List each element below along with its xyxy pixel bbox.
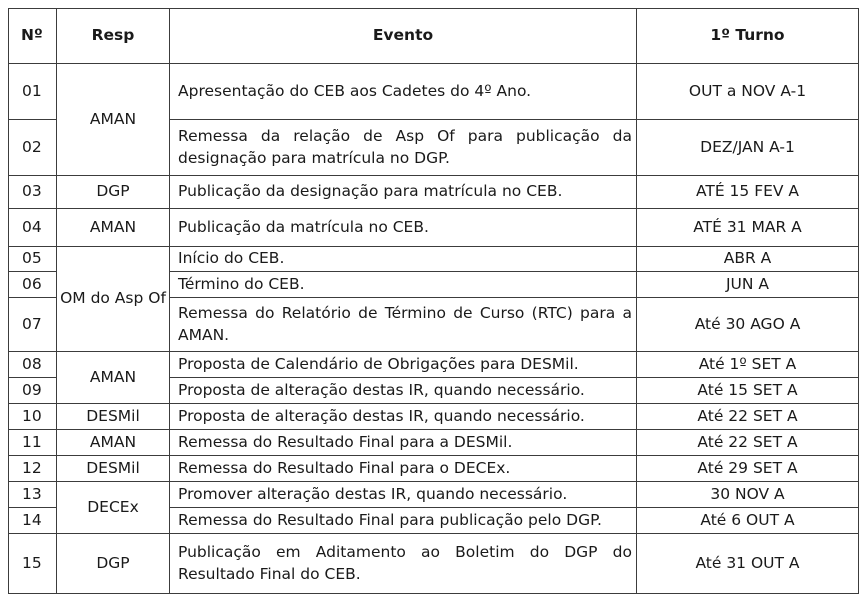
header-row <box>9 9 859 64</box>
row-turno: ABR A <box>637 247 859 272</box>
row-resp: OM do Asp Of <box>57 247 170 352</box>
header-num: Nº <box>9 9 57 64</box>
row-turno: Até 22 SET A <box>637 430 859 456</box>
table-row <box>9 430 859 456</box>
row-resp: DESMil <box>57 456 170 482</box>
row-evento: Publicação da matrícula no CEB. <box>170 209 637 247</box>
row-resp: AMAN <box>57 430 170 456</box>
row-turno: Até 31 OUT A <box>637 534 859 594</box>
row-resp: DGP <box>57 176 170 209</box>
row-evento: Proposta de Calendário de Obrigações para DESMil. <box>170 352 637 378</box>
row-num: 10 <box>9 404 57 430</box>
row-num: 09 <box>9 378 57 404</box>
row-resp: DESMil <box>57 404 170 430</box>
row-evento: Remessa do Resultado Final para publicação pelo DGP. <box>170 508 637 534</box>
table-row <box>9 482 859 508</box>
row-num: 03 <box>9 176 57 209</box>
row-evento: Remessa do Relatório de Término de Curso (RTC) para a AMAN. <box>170 298 637 352</box>
row-turno: OUT a NOV A-1 <box>637 64 859 120</box>
row-evento: Proposta de alteração destas IR, quando necessário. <box>170 404 637 430</box>
row-num: 06 <box>9 272 57 298</box>
row-evento: Apresentação do CEB aos Cadetes do 4º Ano. <box>170 64 637 120</box>
header-turno: 1º Turno <box>637 9 859 64</box>
row-num: 13 <box>9 482 57 508</box>
row-turno: Até 6 OUT A <box>637 508 859 534</box>
table-row <box>9 534 859 594</box>
row-turno: Até 1º SET A <box>637 352 859 378</box>
row-num: 04 <box>9 209 57 247</box>
row-num: 07 <box>9 298 57 352</box>
row-evento: Publicação da designação para matrícula no CEB. <box>170 176 637 209</box>
row-turno: Até 30 AGO A <box>637 298 859 352</box>
row-resp: DGP <box>57 534 170 594</box>
row-evento: Remessa do Resultado Final para a DESMil. <box>170 430 637 456</box>
row-evento: Remessa do Resultado Final para o DECEx. <box>170 456 637 482</box>
row-num: 08 <box>9 352 57 378</box>
row-turno: Até 29 SET A <box>637 456 859 482</box>
row-evento: Término do CEB. <box>170 272 637 298</box>
row-num: 14 <box>9 508 57 534</box>
row-turno: JUN A <box>637 272 859 298</box>
row-evento: Início do CEB. <box>170 247 637 272</box>
row-resp: AMAN <box>57 352 170 404</box>
row-resp: AMAN <box>57 64 170 176</box>
schedule-table <box>8 8 859 594</box>
table-row <box>9 456 859 482</box>
row-turno: Até 22 SET A <box>637 404 859 430</box>
row-resp: DECEx <box>57 482 170 534</box>
row-turno: 30 NOV A <box>637 482 859 508</box>
row-evento: Proposta de alteração destas IR, quando necessário. <box>170 378 637 404</box>
table-row <box>9 64 859 120</box>
row-turno: ATÉ 15 FEV A <box>637 176 859 209</box>
row-num: 02 <box>9 120 57 176</box>
row-num: 11 <box>9 430 57 456</box>
row-evento: Promover alteração destas IR, quando necessário. <box>170 482 637 508</box>
table-row <box>9 352 859 378</box>
row-num: 15 <box>9 534 57 594</box>
header-resp: Resp <box>57 9 170 64</box>
table-row <box>9 176 859 209</box>
row-turno: ATÉ 31 MAR A <box>637 209 859 247</box>
table-row <box>9 209 859 247</box>
row-num: 01 <box>9 64 57 120</box>
row-turno: DEZ/JAN A-1 <box>637 120 859 176</box>
row-num: 12 <box>9 456 57 482</box>
header-evento: Evento <box>170 9 637 64</box>
row-num: 05 <box>9 247 57 272</box>
row-resp: AMAN <box>57 209 170 247</box>
row-turno: Até 15 SET A <box>637 378 859 404</box>
table-row <box>9 404 859 430</box>
row-evento: Remessa da relação de Asp Of para publicação da designação para matrícula no DGP. <box>170 120 637 176</box>
table-row <box>9 247 859 272</box>
row-evento: Publicação em Aditamento ao Boletim do DGP do Resultado Final do CEB. <box>170 534 637 594</box>
